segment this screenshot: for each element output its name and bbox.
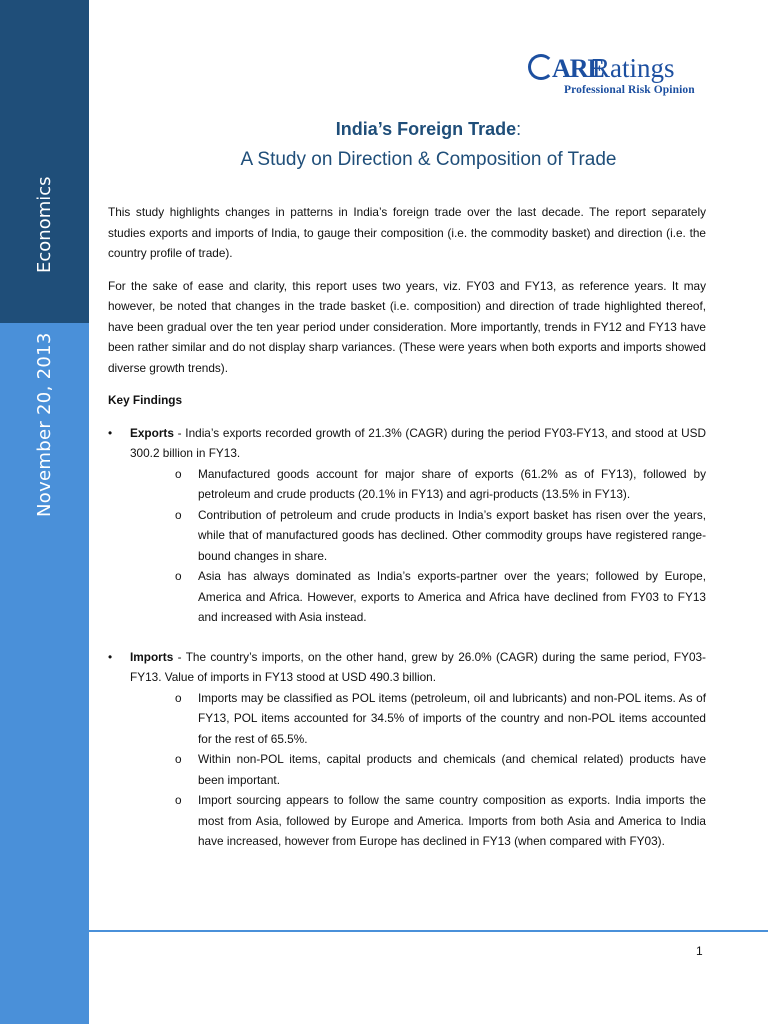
footer-divider: [89, 930, 768, 932]
report-title-colon: :: [516, 119, 522, 139]
list-item: [175, 464, 706, 505]
imports-sublist: [130, 688, 706, 852]
list-item: [175, 566, 706, 628]
imports-sub-1: Imports may be classified as POL items (petroleum, oil and lubricants) and non-POL items. As of FY13, POL items accounted for 34.5% of imports of the country and non-POL items accounted for the rest of 65.5%.: [198, 690, 706, 746]
exports-sub-2: Contribution of petroleum and crude products in India’s export basket has risen over the years, while that of manufactured goods has declined. Other commodity groups have registered range-bound changes in share.: [198, 507, 706, 563]
sub-bullet-icon: o: [175, 752, 182, 766]
report-title-main: India’s Foreign Trade: [335, 119, 517, 139]
findings-list: [108, 423, 706, 852]
key-findings-heading: Key Findings: [108, 393, 183, 407]
report-subtitle: A Study on Direction & Composition of Trade: [240, 149, 617, 170]
finding-imports-label: Imports: [130, 649, 174, 664]
finding-imports: [108, 647, 706, 852]
list-item: [175, 688, 706, 750]
care-ratings-logo: [528, 52, 728, 102]
finding-exports-text: - India’s exports recorded growth of 21.3% (CAGR) during the period FY03-FY13, and stood at USD 300.2 billion in FY13.: [130, 425, 706, 460]
report-body: [108, 202, 706, 852]
imports-sub-2: Within non-POL items, capital products and chemicals (and chemical related) products have been important.: [198, 752, 706, 787]
finding-exports-label: Exports: [130, 425, 174, 440]
imports-sub-3: Import sourcing appears to follow the same country composition as exports. India imports the most from Asia, followed by Europe and America. Imports from both Asia and America to India have increased, however from Europe has declined in FY13 (when compared with FY03).: [198, 793, 706, 848]
logo-mark-text: ARE: [552, 54, 604, 83]
logo-wordmark: Ratings: [592, 53, 675, 83]
finding-imports-text: - The country’s imports, on the other hand, grew by 26.0% (CAGR) during the same period, FY03-FY13. Value of imports in FY13 stood at USD 490.3 billion.: [130, 649, 706, 684]
intro-paragraph-1: This study highlights changes in patterns in India’s foreign trade over the last decade. The report separately studies exports and imports of India, to gauge their composition (i.e. the commodity basket) and direction (i.e. the country profile of trade).: [108, 205, 706, 260]
exports-sublist: [130, 464, 706, 628]
sub-bullet-icon: o: [175, 569, 182, 583]
exports-sub-3: Asia has always dominated as India’s exports-partner over the years; followed by Europe, America and Africa. However, exports to America and Africa have declined from FY03 to FY13 and increased with Asia instead.: [198, 569, 706, 624]
page-number: 1: [696, 944, 703, 958]
list-item: [175, 749, 706, 790]
spacer: [108, 628, 706, 647]
sub-bullet-icon: o: [175, 793, 182, 807]
list-item: [175, 790, 706, 852]
finding-exports: [108, 423, 706, 628]
report-date: November 20, 2013: [34, 332, 55, 517]
sub-bullet-icon: o: [175, 690, 182, 705]
exports-sub-1: Manufactured goods account for major share of exports (61.2% as of FY13), followed by petroleum and crude products (20.1% in FY13) and agri-products (13.5% in FY13).: [198, 466, 706, 501]
sub-bullet-icon: o: [175, 466, 182, 481]
logo-ring-icon: [528, 54, 554, 80]
intro-paragraph-2: For the sake of ease and clarity, this report uses two years, viz. FY03 and FY13, as reference years. It may however, be noted that changes in the trade basket (i.e. composition) and direction of trade highlighted thereof, have been gradual over the ten year period under consideration. More importantly, trends in FY12 and FY13 have been rather similar and do not display sharp variances. (These were years when both exports and imports showed diverse growth trends).: [108, 278, 706, 375]
list-item: [175, 505, 706, 567]
sub-bullet-icon: o: [175, 507, 182, 522]
report-title: [89, 119, 768, 140]
sidebar-top-panel: [0, 0, 89, 323]
bullet-icon: •: [108, 649, 113, 664]
bullet-icon: •: [108, 425, 113, 440]
logo-tagline: Professional Risk Opinion: [564, 84, 695, 96]
section-label: Economics: [34, 176, 55, 273]
